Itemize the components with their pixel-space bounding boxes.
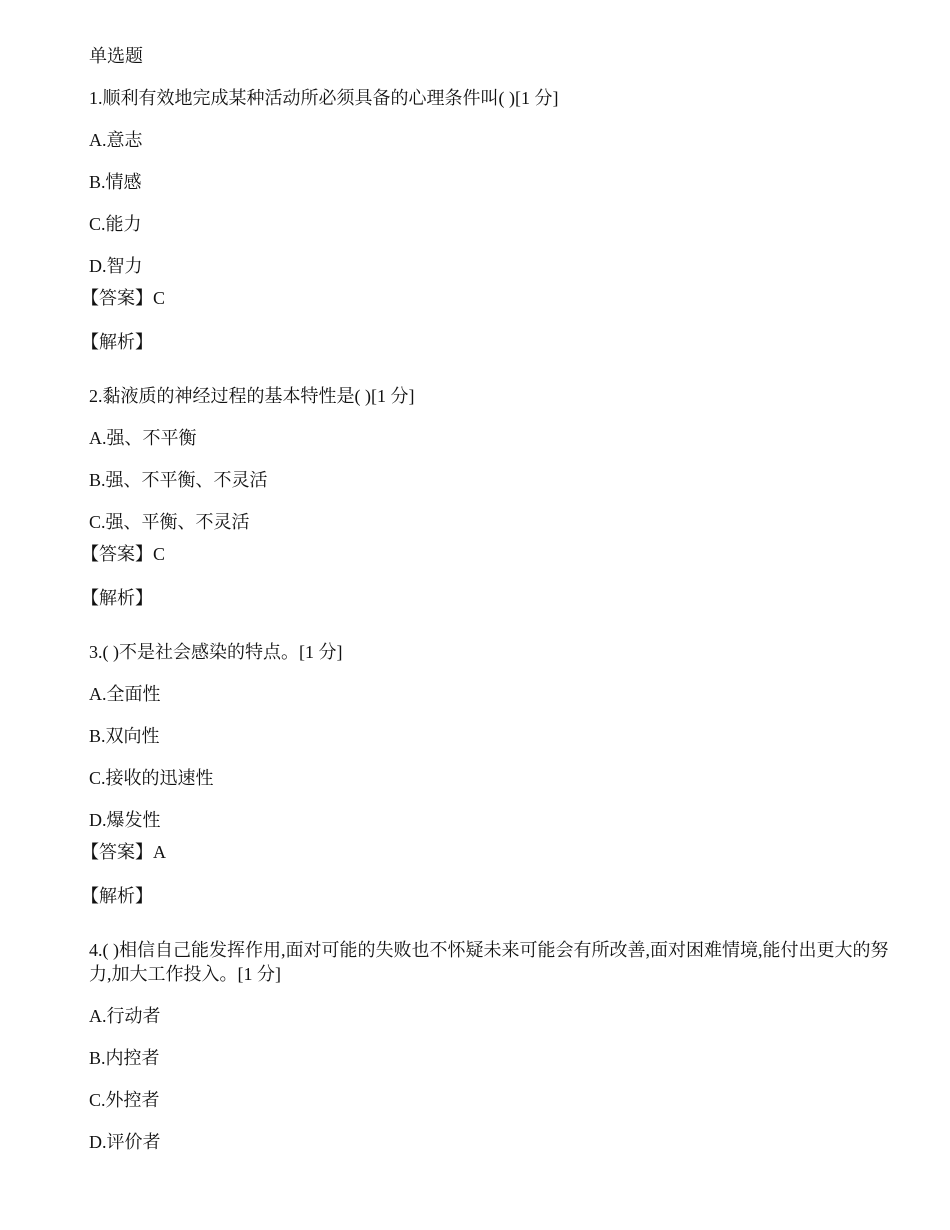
answer-value: C [153,288,166,308]
option-c: C.能力 [89,214,142,234]
option-a: A.意志 [89,130,143,150]
question-3 [81,640,909,908]
analysis-label: 【解析】 [81,332,153,352]
question-stem: 4.( )相信自己能发挥作用,面对可能的失败也不怀疑未来可能会有所改善,面对困难情境,能付出更大的努力,加大工作投入。[1 分] [89,940,889,984]
question-stem: 2.黏液质的神经过程的基本特性是( )[1 分] [89,386,415,406]
option-b: B.情感 [89,172,142,192]
answer-label: 【答案】 [81,842,153,862]
option-d: D.评价者 [89,1132,161,1152]
option-a: A.强、不平衡 [89,428,197,448]
option-a: A.全面性 [89,684,161,704]
option-c: C.外控者 [89,1090,160,1110]
question-stem: 1.顺利有效地完成某种活动所必须具备的心理条件叫( )[1 分] [89,88,559,108]
option-b: B.强、不平衡、不灵活 [89,470,268,490]
option-a: A.行动者 [89,1006,161,1026]
answer-value: A [153,842,166,862]
document-page [81,44,909,1172]
option-c: C.强、平衡、不灵活 [89,512,250,532]
answer-line [81,840,909,864]
answer-label: 【答案】 [81,288,153,308]
question-stem: 3.( )不是社会感染的特点。[1 分] [89,642,343,662]
answer-line [81,542,909,566]
section-title: 单选题 [89,46,143,66]
option-c: C.接收的迅速性 [89,768,214,788]
option-b: B.双向性 [89,726,160,746]
answer-label: 【答案】 [81,544,153,564]
question-2 [81,384,909,610]
question-1 [81,86,909,354]
answer-line [81,286,909,310]
question-4 [89,938,909,1154]
option-b: B.内控者 [89,1048,160,1068]
analysis-label: 【解析】 [81,886,153,906]
option-d: D.爆发性 [89,810,161,830]
option-d: D.智力 [89,256,143,276]
answer-value: C [153,544,166,564]
analysis-label: 【解析】 [81,588,153,608]
